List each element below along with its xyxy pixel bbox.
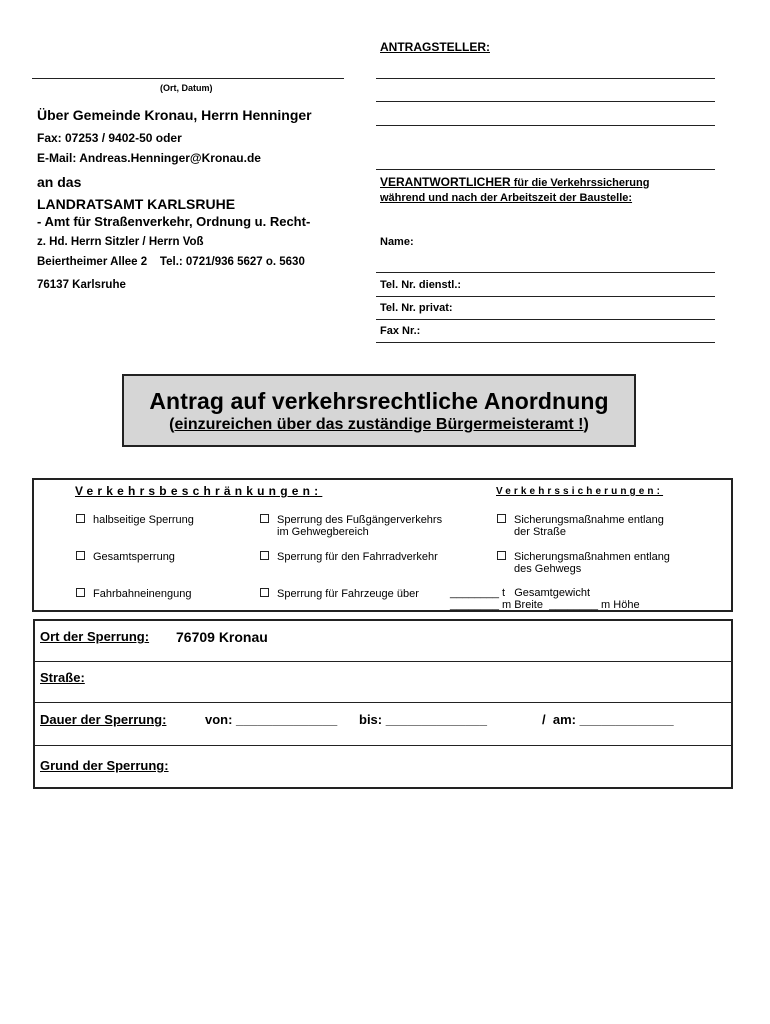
applicant-line-1[interactable] <box>376 78 715 79</box>
total-weight-field[interactable]: ________ t Gesamtgewicht <box>450 587 591 599</box>
option-label: Gesamtsperrung <box>93 551 175 563</box>
safety-measures-heading: Verkehrssicherungen: <box>496 486 664 497</box>
tel-private-label: Tel. Nr. privat: <box>380 302 453 314</box>
applicant-line-3[interactable] <box>376 125 715 126</box>
email-line: E-Mail: Andreas.Henninger@Kronau.de <box>37 151 261 165</box>
city-line: 76137 Karlsruhe <box>37 279 126 291</box>
fax-label: Fax Nr.: <box>380 325 421 337</box>
row-reason <box>35 747 731 787</box>
name-label: Name: <box>380 236 414 248</box>
subtitle-close: ) <box>583 416 589 433</box>
option-label: Sperrung für den Fahrradverkehr <box>277 551 438 563</box>
option-pedestrian-closure[interactable] <box>260 514 442 538</box>
checkbox-icon[interactable] <box>76 588 85 597</box>
to-line: an das <box>37 174 82 190</box>
checkbox-icon[interactable] <box>76 514 85 523</box>
form-subtitle <box>124 416 634 434</box>
applicant-heading: ANTRAGSTELLER: <box>380 40 490 54</box>
office-dept: - Amt für Straßenverkehr, Ordnung u. Recht- <box>37 214 311 229</box>
option-label <box>277 514 442 538</box>
option-sidewalk-safety[interactable] <box>497 551 670 575</box>
option-half-closure[interactable] <box>76 514 194 526</box>
responsible-heading <box>380 175 649 206</box>
duration-on-field[interactable]: / am: _____________ <box>542 712 674 727</box>
office-name: LANDRATSAMT KARLSRUHE <box>37 196 236 212</box>
option-full-closure[interactable] <box>76 551 175 563</box>
option-label-line1: Sperrung des Fußgängerverkehrs <box>277 514 443 526</box>
checkbox-icon[interactable] <box>260 588 269 597</box>
via-municipality: Über Gemeinde Kronau, Herrn Henninger <box>37 107 312 123</box>
subtitle-open: ( <box>169 416 175 433</box>
checkbox-icon[interactable] <box>260 514 269 523</box>
responsible-heading-rest: für die Verkehrssicherung <box>510 177 650 189</box>
tel-private-field-line[interactable] <box>376 319 715 320</box>
tel-work-field-line[interactable] <box>376 296 715 297</box>
place-label: Ort der Sperrung: <box>40 629 150 644</box>
place-value[interactable]: 76709 Kronau <box>176 629 268 645</box>
duration-to-field[interactable]: bis: ______________ <box>359 712 487 727</box>
responsible-heading-line2: während und nach der Arbeitszeit der Baustelle: <box>380 192 633 204</box>
option-label-line2: der Straße <box>514 526 566 538</box>
option-bicycle-closure[interactable] <box>260 551 438 563</box>
form-title-box <box>122 374 636 447</box>
checkbox-icon[interactable] <box>497 551 506 560</box>
restrictions-heading: Verkehrsbeschränkungen: <box>75 484 323 498</box>
place-date-line[interactable] <box>32 78 344 79</box>
checkbox-icon[interactable] <box>260 551 269 560</box>
option-label <box>514 514 664 538</box>
subtitle-text: einzureichen über das zuständige Bürgermeisteramt ! <box>174 416 584 433</box>
applicant-line-2[interactable] <box>376 101 715 102</box>
option-label-line1: Sicherungsmaßnahme entlang <box>514 514 664 526</box>
duration-from-field[interactable]: von: ______________ <box>205 712 338 727</box>
option-label <box>514 551 670 575</box>
option-label-line1: Sicherungsmaßnahmen entlang <box>514 551 670 563</box>
address-line: Beiertheimer Allee 2 Tel.: 0721/936 5627 o. 5630 <box>37 256 305 268</box>
attn-line: z. Hd. Herrn Sitzler / Herrn Voß <box>37 236 204 248</box>
traffic-restrictions-box <box>32 478 733 612</box>
tel-work-label: Tel. Nr. dienstl.: <box>380 279 462 291</box>
option-label-line2: im Gehwegbereich <box>277 526 369 538</box>
street-label: Straße: <box>40 670 85 685</box>
option-label: halbseitige Sperrung <box>93 514 194 526</box>
row-place <box>35 621 731 662</box>
fax-line: Fax: 07253 / 9402-50 oder <box>37 131 182 145</box>
reason-label: Grund der Sperrung: <box>40 758 169 773</box>
closure-details-table <box>33 619 733 789</box>
form-title: Antrag auf verkehrsrechtliche Anordnung <box>149 388 609 414</box>
width-height-field[interactable]: ________ m Breite ________ m Höhe <box>450 599 640 611</box>
option-label: Fahrbahneinengung <box>93 588 192 600</box>
fax-field-line[interactable] <box>376 342 715 343</box>
row-duration <box>35 703 731 746</box>
option-label-line2: des Gehwegs <box>514 563 582 575</box>
place-date-label: (Ort, Datum) <box>160 83 213 93</box>
checkbox-icon[interactable] <box>497 514 506 523</box>
responsible-heading-main: VERANTWORTLICHER <box>380 175 511 189</box>
checkbox-icon[interactable] <box>76 551 85 560</box>
option-label: Sperrung für Fahrzeuge über <box>277 588 419 600</box>
name-field-line[interactable] <box>376 272 715 273</box>
row-street <box>35 662 731 703</box>
option-lane-narrowing[interactable] <box>76 588 191 600</box>
option-vehicle-closure[interactable] <box>260 588 419 600</box>
responsible-top-line <box>376 169 715 170</box>
option-road-safety[interactable] <box>497 514 664 538</box>
duration-label: Dauer der Sperrung: <box>40 712 167 727</box>
